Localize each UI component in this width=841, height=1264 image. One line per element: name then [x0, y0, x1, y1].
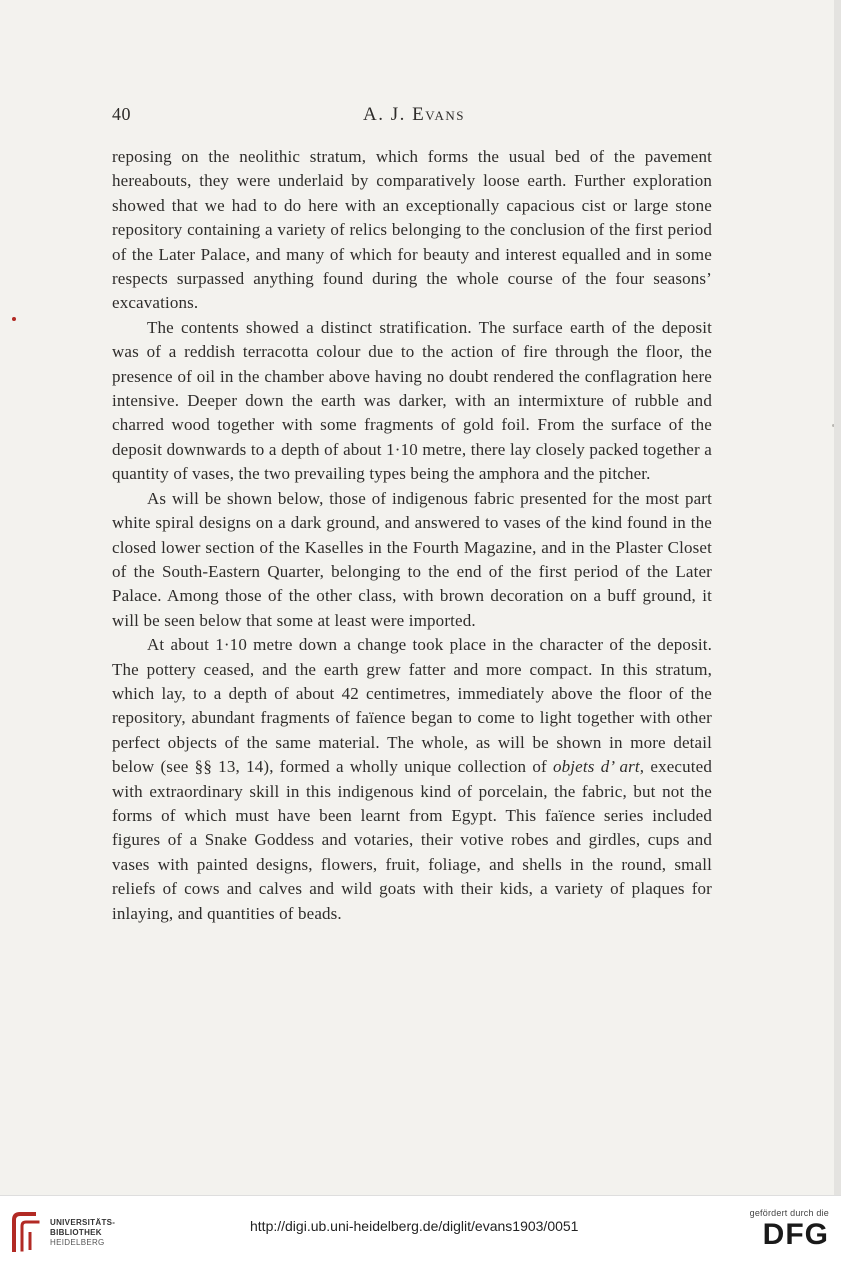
- page-header: [112, 104, 716, 130]
- italic-phrase: objets d’ art: [552, 757, 640, 777]
- sponsor-caption: gefördert durch die: [749, 1208, 829, 1218]
- library-name-line-2: BIBLIOTHEK: [50, 1228, 102, 1237]
- university-library-logo[interactable]: [8, 1208, 118, 1254]
- paragraph-2: [112, 316, 712, 487]
- library-name: [50, 1218, 115, 1248]
- running-title: A. J. Evans: [363, 104, 465, 125]
- paragraph-2-text: The contents showed a distinct stratification. The surface earth of the deposit was of a reddish terracotta colour due to the action of fire through the floor, the presence of oil in the chamber above having no doubt rendered the conflagration here intensive. Deeper down the earth was darker, with an intermixture of rubble and charred wood together with some fragments of gold foil. From the surface of the deposit downwards to a depth of about 1·10 metre, there lay closely packed together a quantity of vases, the two prevailing types being the amphora and the pitcher.: [112, 317, 712, 484]
- paragraph-3-text: As will be shown below, those of indigenous fabric presented for the most part white spiral designs on a dark ground, and answered to vases of the kind found in the closed lower section of the Kaselles in the Fourth Magazine, and in the Plaster Closet of the South-Eastern Quarter, belonging to the end of the first period of the Later Palace. Among those of the other class, with brown decoration on a buff ground, it will be seen below that some at least were imported.: [112, 488, 712, 630]
- library-name-line-1: UNIVERSITÄTS-: [50, 1218, 116, 1227]
- paragraph-3: [112, 487, 712, 633]
- library-name-line-3: HEIDELBERG: [50, 1238, 105, 1247]
- permalink-url[interactable]: http://digi.ub.uni-heidelberg.de/diglit/evans1903/0051: [250, 1218, 579, 1234]
- footer-bar: [0, 1195, 841, 1264]
- page-edge: [834, 0, 841, 1195]
- page-number: 40: [112, 104, 131, 124]
- library-emblem-icon: [8, 1208, 44, 1254]
- scan-speck-red: [12, 317, 16, 321]
- paragraph-4: [112, 633, 712, 926]
- paragraph-1: [112, 145, 712, 316]
- dfg-sponsor-logo[interactable]: [739, 1208, 829, 1258]
- paragraph-4-text-a: At about 1·10 metre down a change took place in the character of the deposit. The pottery ceased, and the earth grew fatter and more compact. In this stratum, which lay, to a depth of about 42 centimetres, immediately above the floor of the repository, abundant fragments of faïence began to come to light together with other perfect objects of the same material. The whole, as will be shown in more detail below (see §§ 13, 14), formed a wholly unique collection of: [112, 635, 712, 777]
- paragraph-4-text-b: , executed with extraordinary skill in this indigenous kind of porcelain, the fabric, but not the forms of which must have been learnt from Egypt. This faïence series included figures of a Snake Goddess and votaries, their votive robes and girdles, cups and vases with painted designs, flowers, fruit, foliage, and shells in the round, small reliefs of cows and calves and wild goats with their kids, a variety of plaques for inlaying, and quantities of beads.: [112, 757, 712, 923]
- paragraph-1-text: reposing on the neolithic stratum, which forms the usual bed of the pavement hereabouts, they were underlaid by comparatively loose earth. Further exploration showed that we had to do here with an exceptionally capacious cist or large stone repository containing a variety of relics belonging to the conclusion of the first period of the Later Palace, and many of which for beauty and interest equalled and in some respects surpassed anything found during the whole course of the four seasons’ excavations.: [112, 147, 712, 313]
- dfg-logo-text: DFG: [762, 1218, 829, 1251]
- body-text: [112, 145, 712, 926]
